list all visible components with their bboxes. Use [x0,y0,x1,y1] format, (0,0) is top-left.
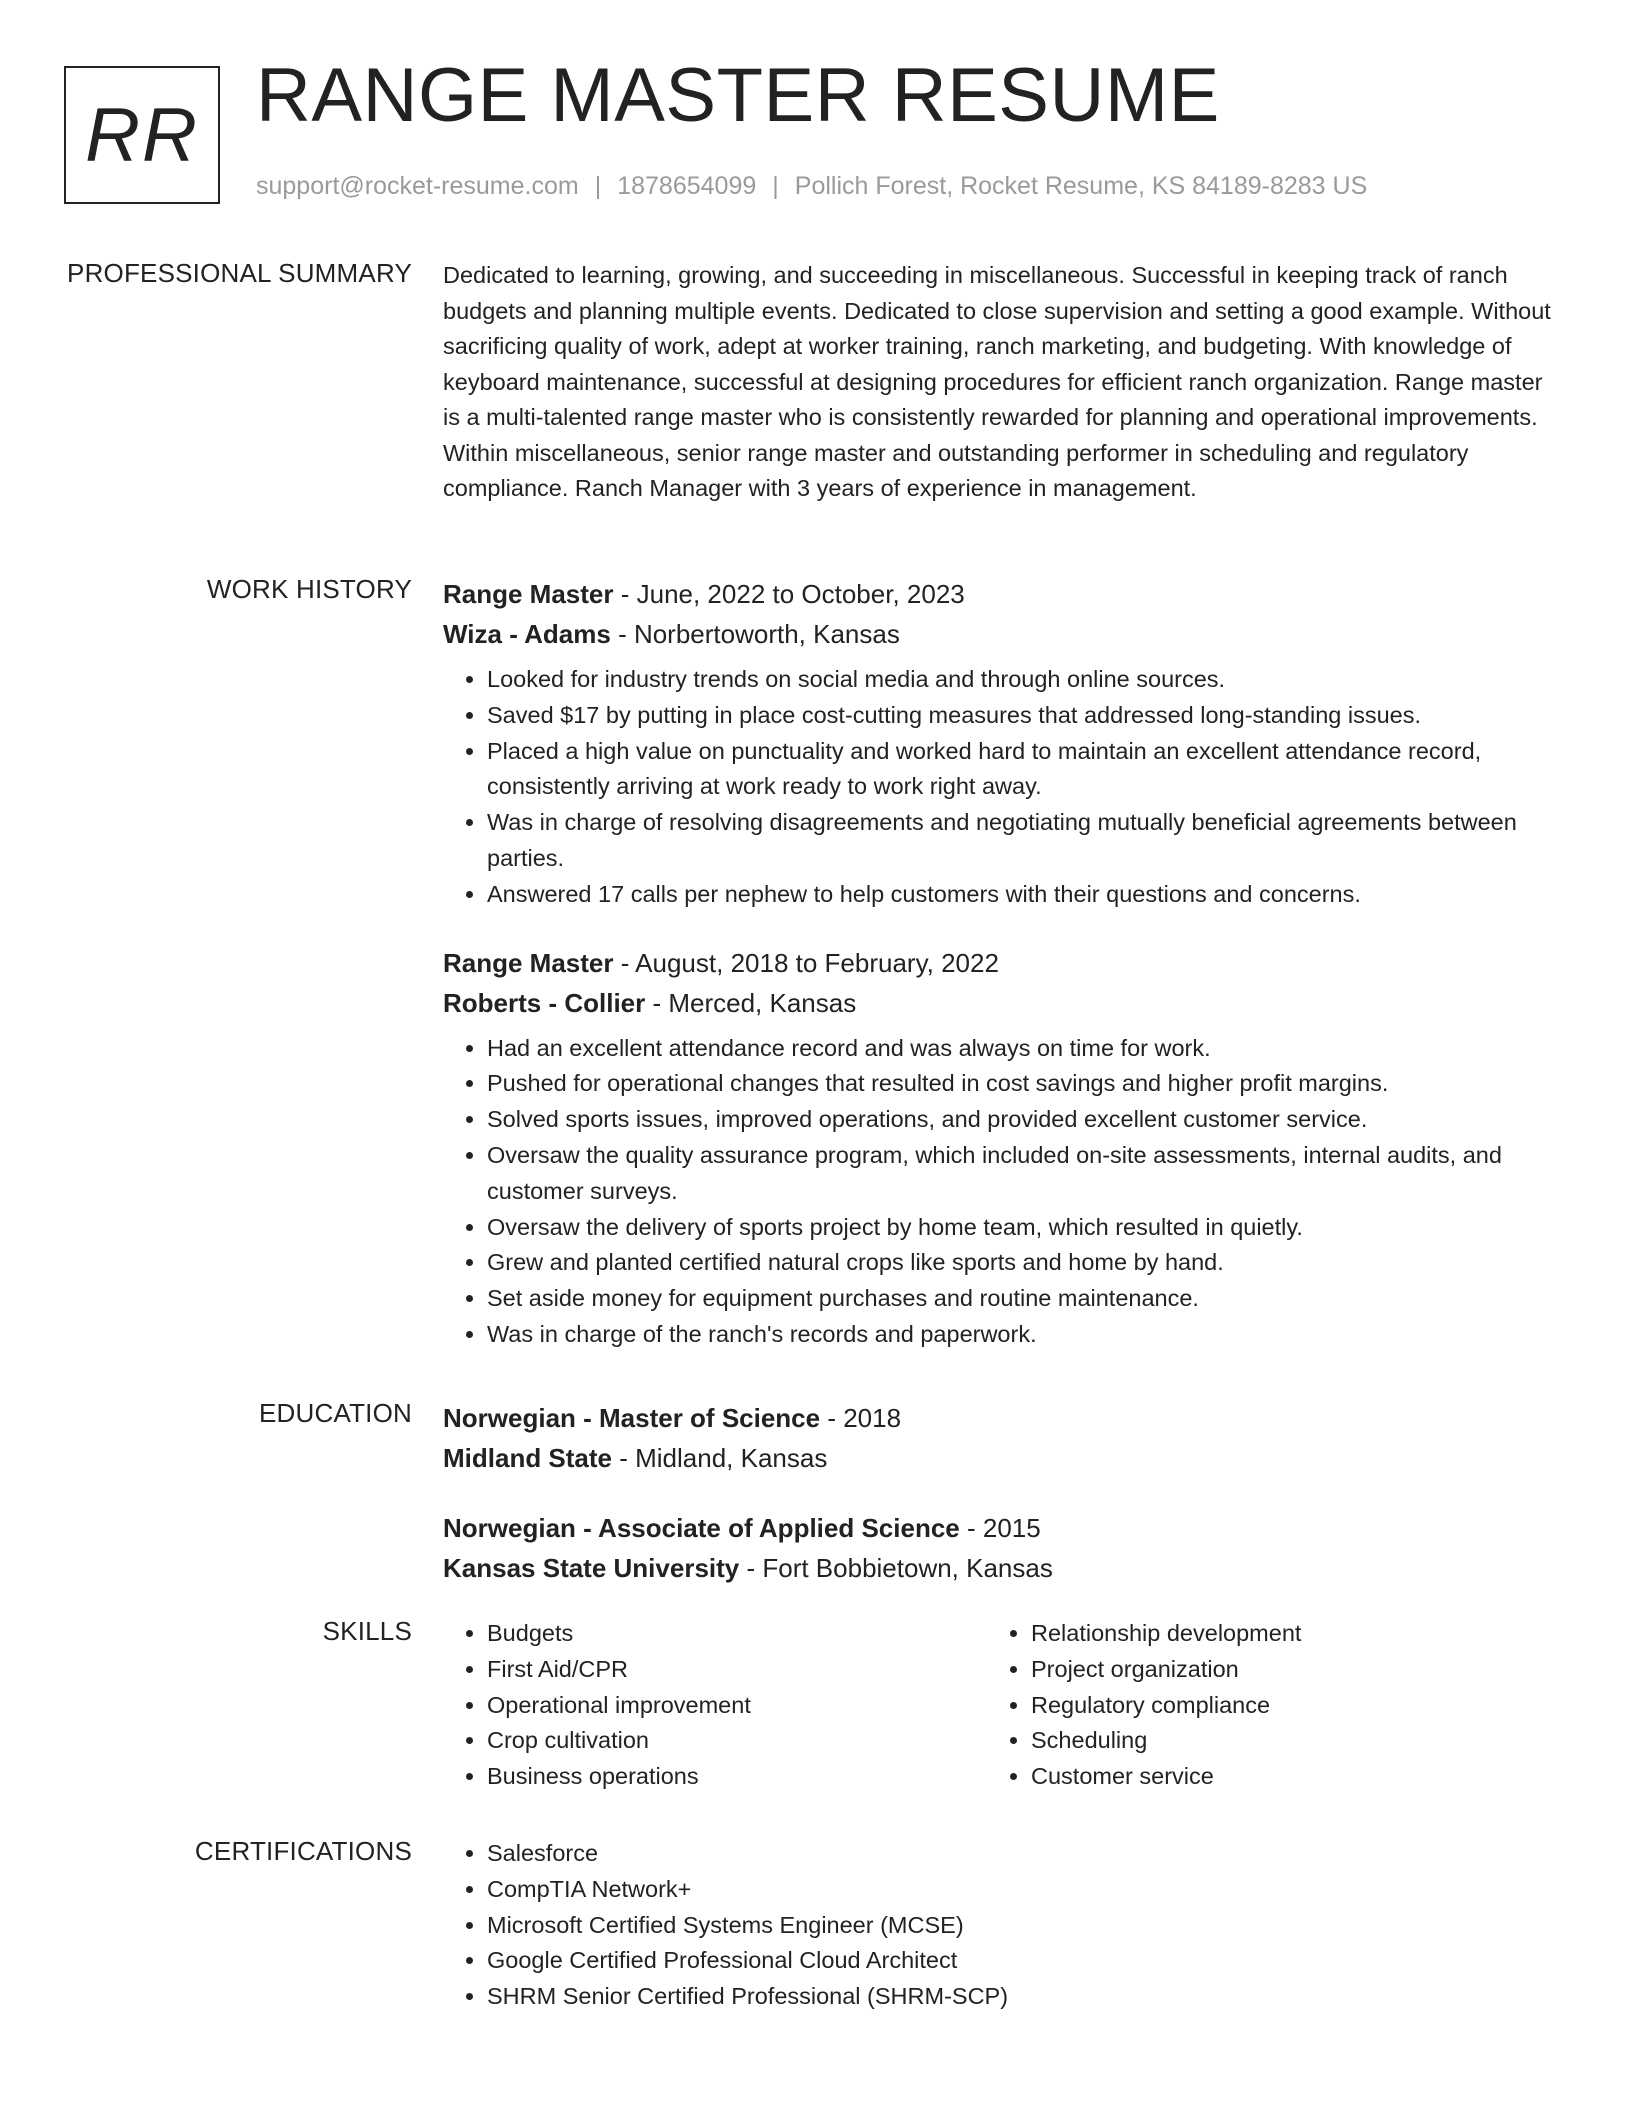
education-year: - 2018 [820,1403,902,1433]
contact-phone[interactable]: 1878654099 [617,172,757,200]
job-bullet: • Grew and planted certified natural crops like sports and home by hand. [487,1245,1558,1281]
job-title: Range Master [443,947,614,978]
skills-columns [443,1616,1558,1795]
job-bullet: • Oversaw the quality assurance program, which included on-site assessments, internal audits, and customer surveys. [487,1138,1558,1210]
skill-item: • Project organization [1031,1652,1531,1688]
job-bullet: • Saved $17 by putting in place cost-cutting measures that addressed long-standing issues. [487,698,1558,734]
contact-address: Pollich Forest, Rocket Resume, KS 84189-8283 US [794,172,1368,200]
job-location: - Norbertoworth, Kansas [610,619,900,649]
education-degree-line [443,1398,1558,1438]
job-bullet: • Was in charge of resolving disagreements and negotiating mutually beneficial agreements between parties. [487,805,1558,877]
job-bullet: • Looked for industry trends on social media and through online sources. [487,662,1558,698]
education-year: - 2015 [959,1513,1041,1543]
skill-item: • Scheduling [1031,1723,1531,1759]
job-company-line [443,614,1558,654]
skill-item: • First Aid/CPR [487,1652,987,1688]
job-location: - Merced, Kansas [645,987,857,1018]
job-bullet: • Set aside money for equipment purchases and routine maintenance. [487,1281,1558,1317]
skills-list-right [987,1616,1531,1795]
education-entry [443,1398,1558,1478]
job-bullet: • Had an excellent attendance record and was always on time for work. [487,1031,1558,1067]
section-label-work-history: WORK HISTORY [206,574,412,604]
job-title-line [443,574,1558,614]
contact-line [256,172,1367,201]
contact-separator: | [772,172,779,200]
education-degree-line [443,1508,1558,1548]
certification-item: • Google Certified Professional Cloud Architect [487,1943,1558,1979]
education-degree: Norwegian - Master of Science [443,1403,821,1433]
contact-separator: | [594,172,602,200]
education-school: Midland State [443,1443,613,1473]
job-bullet: • Pushed for operational changes that resulted in cost savings and higher profit margins. [487,1066,1558,1102]
certifications-list [443,1836,1558,2015]
job-bullet: • Oversaw the delivery of sports project by home team, which resulted in quietly. [487,1210,1558,1246]
job-dates: - August, 2018 to February, 2022 [613,947,999,978]
contact-email[interactable]: support@rocket-resume.com [256,172,579,200]
job-bullet: • Placed a high value on punctuality and worked hard to maintain an excellent attendance record, consistently arriving at work ready to work right away. [487,734,1558,806]
education-school-line [443,1438,1558,1478]
skill-item: • Customer service [1031,1759,1531,1795]
certification-item: • CompTIA Network+ [487,1872,1558,1908]
skill-item: • Relationship development [1031,1616,1531,1652]
certification-item: • Salesforce [487,1836,1558,1872]
section-label-skills: SKILLS [322,1616,412,1646]
education-location: - Fort Bobbietown, Kansas [739,1553,1053,1583]
job-entry [443,574,1558,913]
education-degree: Norwegian - Associate of Applied Science [443,1513,960,1543]
skills-list-left [443,1616,987,1795]
job-title-line [443,943,1558,983]
skill-item: • Budgets [487,1616,987,1652]
certification-item: • Microsoft Certified Systems Engineer (MCSE) [487,1908,1558,1944]
section-label-education: EDUCATION [259,1398,412,1428]
skill-item: • Crop cultivation [487,1723,987,1759]
job-bullets [443,662,1558,913]
education-location: - Midland, Kansas [612,1443,828,1473]
certification-item: • SHRM Senior Certified Professional (SHRM-SCP) [487,1979,1558,2015]
skill-item: • Operational improvement [487,1688,987,1724]
monogram-logo: RR [64,66,220,204]
job-entry [443,943,1558,1353]
job-dates: - June, 2022 to October, 2023 [613,579,965,609]
resume-title: RANGE MASTER RESUME [256,53,1220,138]
summary-text: Dedicated to learning, growing, and succeeding in miscellaneous. Successful in keeping track of ranch budgets and planning multiple events. Dedicated to close supervision and setting a good example. Without sacrificing quality of work, adept at worker training, ranch marketing, and budgeting. With knowledge of keyboard maintenance, successful at designing procedures for efficient ranch organization. Range master is a multi-talented range master who is consistently rewarded for planning and operational improvements. Within miscellaneous, senior range master and outstanding performer in scheduling and regulatory compliance. Ranch Manager with 3 years of experience in management. [443,262,1551,501]
job-bullets [443,1031,1558,1353]
job-bullet: • Solved sports issues, improved operations, and provided excellent customer service. [487,1102,1558,1138]
job-bullet: • Answered 17 calls per nephew to help customers with their questions and concerns. [487,877,1558,913]
job-company: Roberts - Collier [443,987,646,1018]
skill-item: • Business operations [487,1759,987,1795]
job-bullet: • Was in charge of the ranch's records and paperwork. [487,1317,1558,1353]
education-school-line [443,1548,1558,1588]
job-company-line [443,983,1558,1023]
skill-item: • Regulatory compliance [1031,1688,1531,1724]
section-label-summary: PROFESSIONAL SUMMARY [67,258,412,288]
education-entry [443,1508,1558,1588]
section-label-certifications: CERTIFICATIONS [194,1836,412,1866]
job-title: Range Master [443,579,614,609]
education-school: Kansas State University [443,1553,740,1583]
job-company: Wiza - Adams [443,619,611,649]
